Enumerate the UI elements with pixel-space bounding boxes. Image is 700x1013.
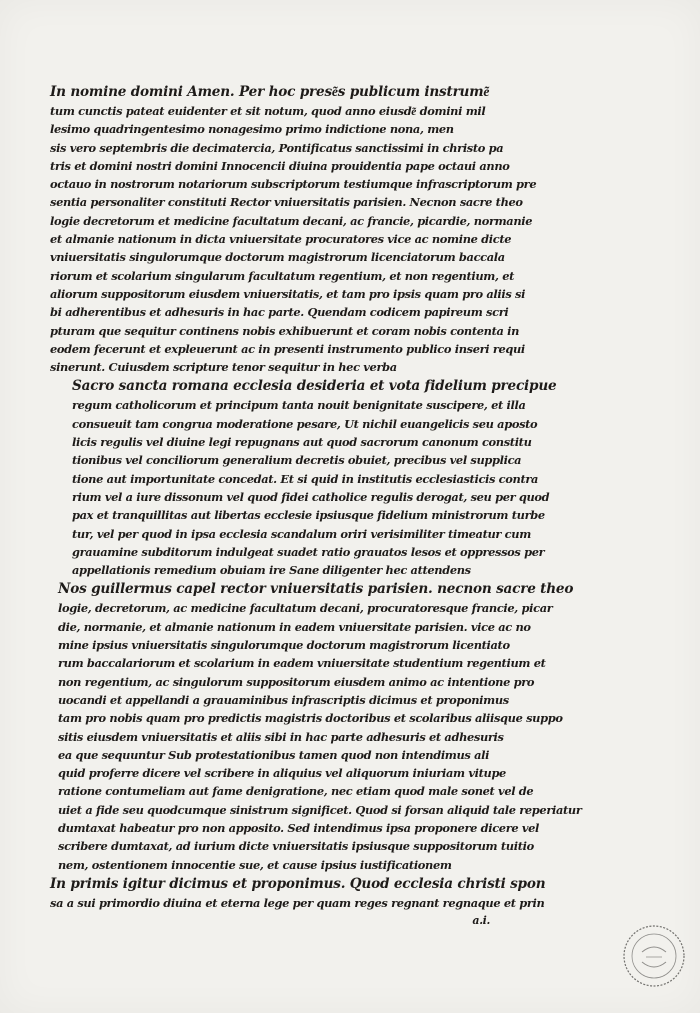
text-line: sinerunt. Cuiusdem scripture tenor sequitur in hec verba <box>50 360 397 375</box>
text-line: uiet a fide seu quodcumque sinistrum significet. Quod si forsan aliquid tale reperiatur <box>58 802 582 817</box>
text-line: sis vero septembris die decimatercia, Pontificatus sanctissimi in christo pa <box>50 140 504 155</box>
text-line: et almanie nationum in dicta vniuersitate procuratores vice ac nomine dicte <box>50 232 512 247</box>
text-line: consueuit tam congrua moderatione pesare, Ut nichil euangelicis seu aposto <box>72 416 538 431</box>
text-line: ea que sequuntur Sub protestationibus tamen quod non intendimus ali <box>58 747 490 762</box>
text-line: octauo in nostrorum notariorum subscriptorum testiumque infrascriptorum pre <box>50 177 537 192</box>
text-line: sitis eiusdem vniuersitatis et aliis sibi in hac parte adhesuris et adhesuris <box>58 729 504 744</box>
text-line: die, normanie, et almanie nationum in eadem vniuersitate parisien. vice ac no <box>58 619 531 634</box>
text-line: tur, vel per quod in ipsa ecclesia scandalum oriri verisimiliter timeatur cum <box>72 526 531 541</box>
text-line: dumtaxat habeatur pro non apposito. Sed intendimus ipsa proponere dicere vel <box>58 820 540 835</box>
text-line: logie decretorum et medicine facultatum decani, ac francie, picardie, normanie <box>50 213 533 228</box>
signature-mark: a.i. <box>472 914 490 928</box>
text-line: lesimo quadringentesimo nonagesimo primo indictione nona, men <box>50 122 454 137</box>
text-line: pax et tranquillitas aut libertas ecclesie ipsiusque fidelium ministrorum turbe <box>72 508 545 523</box>
text-line: regum catholicorum et principum tanta nouit benignitate suscipere, et illa <box>72 398 526 413</box>
text-block <box>50 82 582 930</box>
text-line: riorum et scolarium singularum facultatum regentium, et non regentium, et <box>50 268 515 283</box>
text-line: ratione contumeliam aut fame denigratione, nec etiam quod male sonet vel de <box>58 784 534 799</box>
text-line: sentia personaliter constituti Rector vniuersitatis parisien. Necnon sacre theo <box>50 195 523 210</box>
text-line: logie, decretorum, ac medicine facultatum decani, procuratoresque francie, picar <box>58 601 553 616</box>
text-line: tam pro nobis quam pro predictis magistris doctoribus et scolaribus aliisque suppo <box>58 711 563 726</box>
text-line: appellationis remedium obuiam ire Sane diligenter hec attendens <box>72 563 471 578</box>
text-line: eodem fecerunt et expleuerunt ac in presenti instrumento publico inseri requi <box>50 341 525 356</box>
text-line: mine ipsius vniuersitatis singulorumque doctorum magistrorum licentiato <box>58 638 510 653</box>
text-line: non regentium, ac singulorum suppositorum eiusdem animo ac intentione pro <box>58 674 535 689</box>
text-line: bi adherentibus et adhesuris in hac parte. Quendam codicem papireum scri <box>50 305 509 320</box>
text-line: tionibus vel conciliorum generalium decretis obuiet, precibus vel supplica <box>72 453 522 468</box>
text-line: uocandi et appellandi a grauaminibus infrascriptis dicimus et proponimus <box>58 692 509 707</box>
text-line: vniuersitatis singulorumque doctorum magistrorum licenciatorum baccala <box>50 250 505 265</box>
text-line: grauamine subditorum indulgeat suadet ratio grauatos lesos et oppressos per <box>72 544 545 559</box>
text-line: licis regulis vel diuine legi repugnans aut quod sacrorum canonum constitu <box>72 435 532 450</box>
text-line: tris et domini nostri domini Innocencii diuina prouidentia pape octaui anno <box>50 158 510 173</box>
text-line: tione aut importunitate concedat. Et si quid in institutis ecclesiasticis contra <box>72 471 539 486</box>
text-line: Sacro sancta romana ecclesia desideria et vota fidelium precipue <box>72 378 557 395</box>
text-line: scribere dumtaxat, ad iurium dicte vniuersitatis ipsiusque suppositorum tuitio <box>58 839 534 854</box>
text-line: rium vel a iure dissonum vel quod fidei catholice regulis derogat, seu per quod <box>72 489 550 504</box>
text-line: rum baccalariorum et scolarium in eadem vniuersitate studentium regentium et <box>58 656 546 671</box>
library-stamp-icon <box>620 922 688 990</box>
text-line: nem, ostentionem innocentie sue, et cause ipsius iustificationem <box>58 857 452 872</box>
text-line: Nos guillermus capel rector vniuersitatis parisien. necnon sacre theo <box>58 581 574 598</box>
text-line: In primis igitur dicimus et proponimus. Quod ecclesia christi spon <box>50 875 546 892</box>
text-line: quid proferre dicere vel scribere in aliquius vel aliquorum iniuriam vitupe <box>58 766 506 781</box>
text-line: pturam que sequitur continens nobis exhibuerunt et coram nobis contenta in <box>50 323 520 338</box>
text-line: In nomine domini Amen. Per hoc prese͂s publicum instrume͂ <box>50 84 490 100</box>
text-line: aliorum suppositorum eiusdem vniuersitatis, et tam pro ipsis quam pro aliis si <box>50 286 526 301</box>
text-line: tum cunctis pateat euidenter et sit notum, quod anno eiusde͂ domini mil <box>50 104 486 118</box>
text-line: sa a sui primordio diuina et eterna lege per quam reges regnant regnaque et prin <box>50 895 545 910</box>
